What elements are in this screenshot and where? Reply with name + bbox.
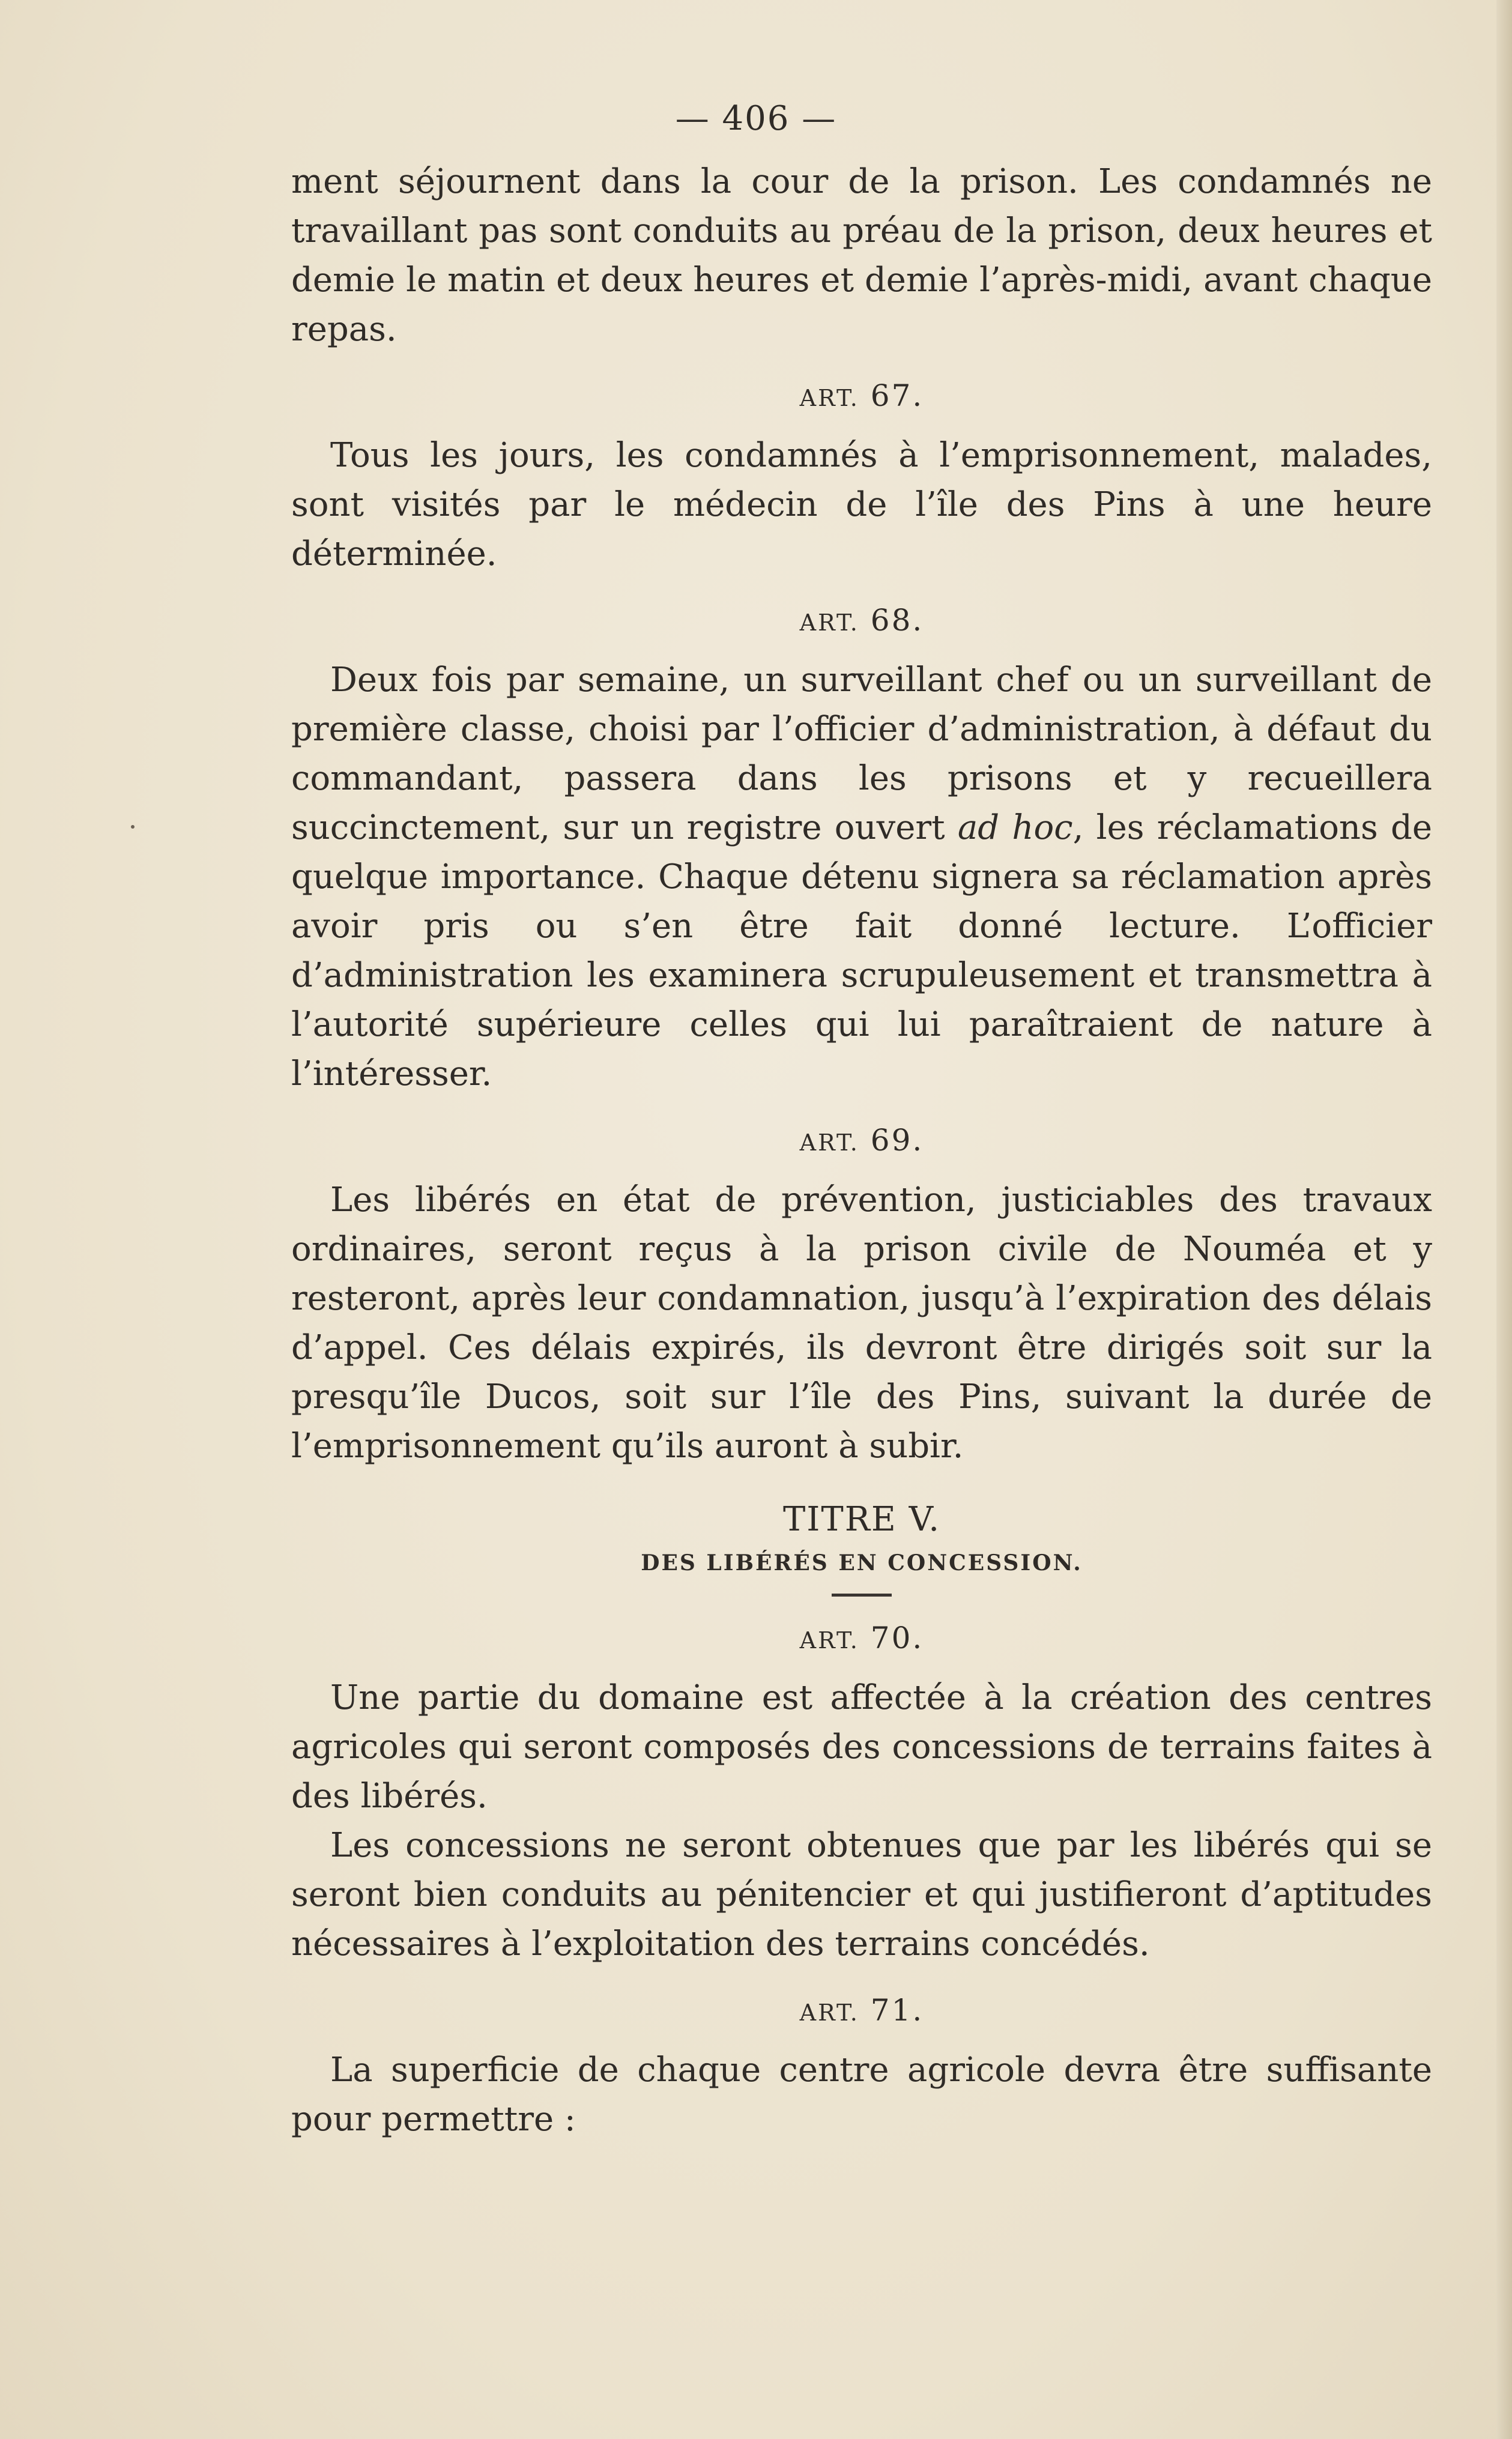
article-label: ART. <box>799 609 859 636</box>
article-heading <box>291 1613 1432 1665</box>
page-edge <box>1496 0 1512 2439</box>
margin-mark <box>131 825 135 829</box>
article-label: ART. <box>799 1627 859 1654</box>
latin-phrase: ad hoc <box>957 808 1073 847</box>
section-subtitle: DES LIBÉRÉS EN CONCESSION. <box>641 1550 1083 1576</box>
page-number: — 406 — <box>675 99 837 138</box>
page-body <box>291 157 1432 2144</box>
article-number: 68. <box>870 603 924 638</box>
paragraph: Les concessions ne seront obtenues que par les libérés qui se seront bien conduits au pénitencier et qui justifieront d’aptitudes nécessaires à l’exploitation des terrains concédés. <box>291 1826 1432 1963</box>
section-divider <box>832 1594 892 1597</box>
article-heading <box>291 1986 1432 2037</box>
article-label: ART. <box>799 1129 859 1156</box>
article-heading <box>291 596 1432 647</box>
section-title: TITRE V. <box>782 1500 941 1539</box>
paragraph: Une partie du domaine est affectée à la création des centres agricoles qui seront composés des concessions de terrains faites à des libérés. <box>291 1678 1432 1816</box>
article-number: 71. <box>870 1993 924 2028</box>
article-number: 69. <box>870 1123 924 1158</box>
paragraph: La superficie de chaque centre agricole devra être suffisante pour permettre : <box>291 2051 1432 2139</box>
paragraph: Les libérés en état de prévention, justiciables des travaux ordinaires, seront reçus à la prison civile de Nouméa et y resteront, après leur condamnation, jusqu’à l’expiration des délais d’appel. Ces délais expirés, ils devront être dirigés soit sur la presqu’île Ducos, soit sur l’île des Pins, suivant la durée de l’emprisonnement qu’ils auront à subir. <box>291 1180 1432 1466</box>
article-number: 70. <box>870 1621 924 1655</box>
paragraph: Deux fois par semaine, un surveillant chef ou un surveillant de première classe, choisi par l’officier d’administration, à défaut du commandant, passera dans les prisons et y recueillera succinctement, sur un registre ouvert ad hoc, les réclamations de quelque importance. Chaque détenu signera sa réclamation après avoir pris ou s’en être fait donné lecture. L’officier d’administration les examinera scrupuleusement et transmettra à l’autorité supérieure celles qui lui paraîtraient de nature à l’intéresser. <box>291 660 1432 1093</box>
article-heading <box>291 1116 1432 1167</box>
article-label: ART. <box>799 385 859 411</box>
article-label: ART. <box>799 1999 859 2026</box>
paragraph: ment séjournent dans la cour de la prison. Les condamnés ne travaillant pas sont conduits au préau de la prison, deux heures et demie le matin et deux heures et demie l’après-midi, avant chaque repas. <box>291 162 1432 349</box>
paragraph: Tous les jours, les condamnés à l’emprisonnement, malades, sont visités par le médecin de l’île des Pins à une heure déterminée. <box>291 436 1432 573</box>
article-heading <box>291 371 1432 423</box>
article-number: 67. <box>870 378 924 413</box>
